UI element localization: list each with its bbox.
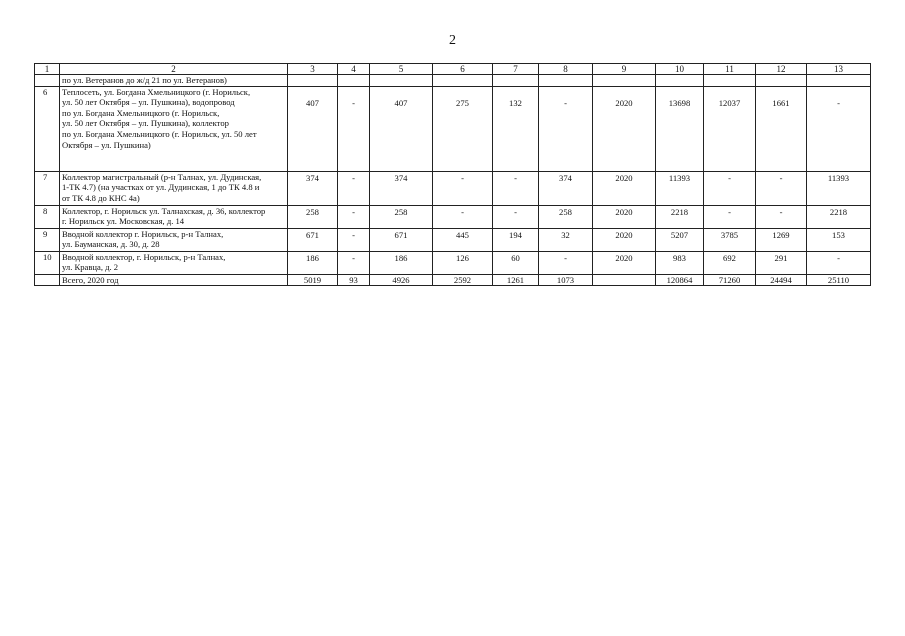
header-cell: 5 — [370, 64, 433, 75]
table-row — [35, 228, 871, 251]
header-cell: 12 — [756, 64, 807, 75]
total-cell: 120864 — [656, 274, 704, 286]
table-cell: 5207 — [656, 228, 704, 251]
header-cell: 13 — [807, 64, 871, 75]
table-cell — [539, 75, 593, 87]
table-cell: 2020 — [593, 171, 656, 205]
table-cell: 2020 — [593, 205, 656, 228]
row-name: Теплосеть, ул. Богдана Хмельницкого (г. Норильск, ул. 50 лет Октября – ул. Пушкина), водопровод по ул. Богдана Хмельницкого (г. Норильск, ул. 50 лет Октября – ул. Пушкина), коллектор по ул. Богдана Хмельницкого (г. Норильск, ул. 50 лет Октября – ул. Пушкина) — [60, 86, 288, 171]
total-cell: 71260 — [704, 274, 756, 286]
table-cell: 126 — [433, 251, 493, 274]
table-cell: - — [433, 205, 493, 228]
table-cell: 11393 — [807, 171, 871, 205]
row-index: 6 — [35, 86, 60, 171]
row-index: 8 — [35, 205, 60, 228]
table-cell: 2218 — [656, 205, 704, 228]
table-cell: 291 — [756, 251, 807, 274]
table-row-continuation — [35, 75, 871, 87]
row-name: Вводной коллектор г. Норильск, р-н Талнах, ул. Бауманская, д. 30, д. 28 — [60, 228, 288, 251]
row-index: 9 — [35, 228, 60, 251]
header-cell: 2 — [60, 64, 288, 75]
table-cell: - — [539, 251, 593, 274]
header-cell: 3 — [288, 64, 338, 75]
table-cell: - — [338, 86, 370, 171]
table-cell: 983 — [656, 251, 704, 274]
row-index: 10 — [35, 251, 60, 274]
table-cell: 407 — [288, 86, 338, 171]
table-cell: 671 — [370, 228, 433, 251]
table-cell — [433, 75, 493, 87]
table-cell: 132 — [493, 86, 539, 171]
table-cell: 3785 — [704, 228, 756, 251]
table-cell: 13698 — [656, 86, 704, 171]
table-row — [35, 205, 871, 228]
table-cell: 2218 — [807, 205, 871, 228]
table-cell — [370, 75, 433, 87]
table-cell — [756, 75, 807, 87]
table-cell: - — [807, 86, 871, 171]
table-cell — [807, 75, 871, 87]
table-cell — [288, 75, 338, 87]
total-cell: 1073 — [539, 274, 593, 286]
table-row — [35, 251, 871, 274]
row-name: Коллектор, г. Норильск ул. Талнахская, д. 36, коллектор г. Норильск ул. Московская, д. 14 — [60, 205, 288, 228]
table-cell — [593, 75, 656, 87]
table-cell: 445 — [433, 228, 493, 251]
header-cell: 9 — [593, 64, 656, 75]
table-cell: - — [338, 251, 370, 274]
page-number: 2 — [449, 33, 456, 48]
table-cell: 186 — [370, 251, 433, 274]
header-cell: 6 — [433, 64, 493, 75]
table-cell: 2020 — [593, 228, 656, 251]
total-label: Всего, 2020 год — [60, 274, 288, 286]
table-cell: - — [756, 171, 807, 205]
table-cell: 2020 — [593, 251, 656, 274]
row-index — [35, 75, 60, 87]
row-name: Вводной коллектор, г. Норильск, р-н Талнах, ул. Кравца, д. 2 — [60, 251, 288, 274]
table-cell: 671 — [288, 228, 338, 251]
table-cell: 60 — [493, 251, 539, 274]
table-cell: - — [338, 205, 370, 228]
table-cell: 12037 — [704, 86, 756, 171]
table-cell: 32 — [539, 228, 593, 251]
header-cell: 4 — [338, 64, 370, 75]
table-cell: - — [493, 171, 539, 205]
header-cell: 10 — [656, 64, 704, 75]
total-cell: 25110 — [807, 274, 871, 286]
total-cell: 93 — [338, 274, 370, 286]
total-cell: 1261 — [493, 274, 539, 286]
table-cell: 374 — [539, 171, 593, 205]
table-cell: - — [539, 86, 593, 171]
total-cell: 5019 — [288, 274, 338, 286]
table-cell — [493, 75, 539, 87]
table-header-row — [35, 64, 871, 75]
table-cell: 186 — [288, 251, 338, 274]
table-cell — [338, 75, 370, 87]
table-cell: 11393 — [656, 171, 704, 205]
header-cell: 7 — [493, 64, 539, 75]
table-total-row — [35, 274, 871, 286]
table-cell: - — [704, 171, 756, 205]
row-index — [35, 274, 60, 286]
table-cell: - — [433, 171, 493, 205]
header-cell: 1 — [35, 64, 60, 75]
table-cell: 692 — [704, 251, 756, 274]
table-cell: 258 — [539, 205, 593, 228]
table-row — [35, 171, 871, 205]
table-cell: 258 — [370, 205, 433, 228]
table-cell: - — [493, 205, 539, 228]
table-cell: 258 — [288, 205, 338, 228]
table-cell: - — [338, 228, 370, 251]
table-cell — [656, 75, 704, 87]
row-name: Коллектор магистральный (р-н Талнах, ул. Дудинская, 1-ТК 4.7) (на участках от ул. Дудинская, 1 до ТК 4.8 и от ТК 4.8 до КНС 4а) — [60, 171, 288, 205]
row-name: по ул. Ветеранов до ж/д 21 по ул. Ветеранов) — [60, 75, 288, 87]
total-cell: 4926 — [370, 274, 433, 286]
table-cell: 153 — [807, 228, 871, 251]
table-cell: - — [338, 171, 370, 205]
header-cell: 8 — [539, 64, 593, 75]
total-cell: 2592 — [433, 274, 493, 286]
table-cell: 407 — [370, 86, 433, 171]
data-table — [34, 63, 871, 286]
table-cell: 1269 — [756, 228, 807, 251]
table-cell: 1661 — [756, 86, 807, 171]
table-cell: 275 — [433, 86, 493, 171]
total-cell — [593, 274, 656, 286]
total-cell: 24494 — [756, 274, 807, 286]
row-index: 7 — [35, 171, 60, 205]
table-cell: 194 — [493, 228, 539, 251]
table-cell: - — [807, 251, 871, 274]
table-row — [35, 86, 871, 171]
table-cell: - — [756, 205, 807, 228]
table-cell: 374 — [370, 171, 433, 205]
table-cell: 2020 — [593, 86, 656, 171]
header-cell: 11 — [704, 64, 756, 75]
table-cell: - — [704, 205, 756, 228]
table-cell: 374 — [288, 171, 338, 205]
table-cell — [704, 75, 756, 87]
